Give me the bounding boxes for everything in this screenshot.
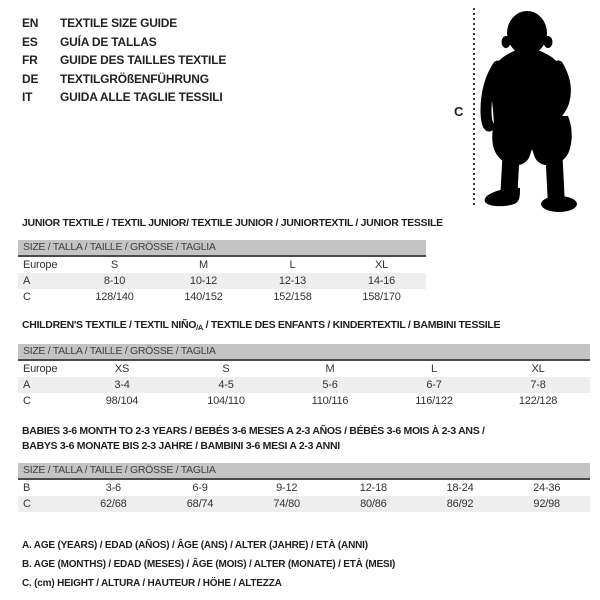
table-title-segment: BABYS 3-6 MONATE BIS 2-3 JAHRE / BAMBINI 3-6 MESI A 2-3 ANNI: [22, 440, 340, 452]
row-label-cell: Europe: [23, 363, 58, 375]
legend-note-line: A. AGE (YEARS) / EDAD (AÑOS) / ÂGE (ANS) / ALTER (JAHRE) / ETÀ (ANNI): [22, 540, 368, 551]
table-title-segment: / TEXTILE DES ENFANTS / KINDERTEXTIL / BAMBINI TESSILE: [203, 319, 501, 331]
value-cell: 10-12: [189, 275, 218, 287]
value-cell: 9-12: [276, 482, 298, 494]
table-title-segment: /A: [196, 323, 204, 332]
value-cell: 80/86: [360, 498, 387, 510]
row-label-cell: C: [23, 498, 31, 510]
language-row: [22, 33, 226, 52]
value-cell: 3-6: [105, 482, 121, 494]
language-code: EN: [22, 16, 39, 30]
value-cell: 158/170: [362, 291, 401, 303]
legend-note-line: C. (cm) HEIGHT / ALTURA / HAUTEUR / HÖHE / ALTEZZA: [22, 578, 282, 589]
language-row: [22, 14, 226, 33]
table-title: [18, 318, 590, 335]
value-cell: XL: [374, 259, 389, 271]
language-code: ES: [22, 34, 38, 49]
value-cell: M: [325, 363, 335, 375]
size-figure: [440, 0, 600, 215]
size-header-bar: [18, 344, 590, 361]
language-row: [22, 70, 226, 89]
size-header-bar: [18, 240, 426, 257]
table-title-line: [22, 439, 590, 454]
row-label-cell: C: [23, 291, 31, 303]
value-cell: 86/92: [446, 498, 474, 510]
babies-textile-table: [18, 424, 590, 512]
value-cell: L: [431, 363, 437, 375]
legend-notes: [22, 536, 395, 593]
table-row: [18, 273, 426, 289]
height-measure-dashed-line: [473, 8, 475, 206]
size-header-label: SIZE / TALLA / TAILLE / GRÖSSE / TAGLIA: [23, 241, 216, 253]
value-cell: 12-18: [359, 482, 387, 494]
table-title: [18, 216, 443, 231]
size-header-label: SIZE / TALLA / TAILLE / GRÖSSE / TAGLIA: [23, 464, 216, 476]
row-label-cell: Europe: [23, 259, 58, 271]
value-cell: 122/128: [518, 395, 558, 407]
value-cell: M: [199, 259, 208, 271]
row-label-cell: A: [23, 275, 31, 287]
language-code: DE: [22, 71, 39, 86]
value-cell: S: [222, 363, 230, 375]
table-title-segment: JUNIOR TEXTILE / TEXTIL JUNIOR/ TEXTILE JUNIOR / JUNIORTEXTIL / JUNIOR TESSILE: [22, 217, 443, 229]
language-row: [22, 51, 226, 70]
language-code: IT: [22, 90, 33, 104]
size-header-label: SIZE / TALLA / TAILLE / GRÖSSE / TAGLIA: [23, 345, 216, 357]
baby-silhouette-icon: [478, 6, 592, 214]
language-label: GUIDE DES TAILLES TEXTILE: [60, 53, 227, 67]
language-code: FR: [22, 53, 38, 67]
value-cell: 116/122: [415, 395, 453, 407]
table-title-line: [22, 216, 443, 231]
table-row: [18, 377, 590, 393]
language-list: [22, 14, 226, 107]
table-title: [18, 424, 590, 454]
row-label-cell: C: [23, 395, 31, 407]
value-cell: 110/116: [311, 395, 349, 407]
value-cell: 92/98: [533, 498, 560, 510]
value-cell: 74/80: [273, 498, 300, 510]
value-cell: XS: [114, 363, 130, 375]
table-row: [18, 496, 590, 512]
value-cell: 128/140: [95, 291, 134, 303]
language-label: GUIDA ALLE TAGLIE TESSILI: [60, 90, 223, 104]
table-row: [18, 361, 590, 377]
value-cell: 14-16: [367, 275, 396, 287]
table-title-line: [22, 424, 590, 439]
value-cell: 152/158: [273, 291, 312, 303]
value-cell: L: [289, 259, 296, 271]
junior-textile-table: [18, 216, 443, 305]
value-cell: 104/110: [207, 395, 245, 407]
language-row: [22, 88, 226, 107]
language-label: GUÍA DE TALLAS: [60, 34, 157, 49]
table-title-segment: BABIES 3-6 MONTH TO 2-3 YEARS / BEBÉS 3-6 MESES A 2-3 AÑOS / BÉBÉS 3-6 MOIS À 2-3 ANS /: [22, 425, 485, 437]
value-cell: XL: [531, 363, 545, 375]
value-cell: 68/74: [186, 498, 214, 510]
value-cell: 98/104: [105, 395, 139, 407]
value-cell: 62/68: [100, 498, 127, 510]
legend-note-line: B. AGE (MONTHS) / EDAD (MESES) / ÂGE (MOIS) / ALTER (MONATE) / ETÀ (MESI): [22, 559, 396, 570]
value-cell: 24-36: [533, 482, 561, 494]
value-cell: 4-5: [218, 379, 234, 391]
value-cell: 6-9: [192, 482, 208, 494]
row-label-cell: B: [23, 482, 31, 494]
childrens-textile-table: [18, 318, 590, 409]
value-cell: 3-4: [114, 379, 130, 391]
table-row: [18, 480, 590, 496]
value-cell: 140/152: [184, 291, 223, 303]
value-cell: 6-7: [426, 379, 442, 391]
row-label-cell: A: [23, 379, 31, 391]
table-row: [18, 257, 426, 273]
value-cell: 5-6: [322, 379, 338, 391]
language-label: TEXTILGRÖßENFÜHRUNG: [60, 71, 209, 86]
language-label: TEXTILE SIZE GUIDE: [60, 16, 178, 30]
value-cell: 18-24: [446, 482, 474, 494]
value-cell: 8-10: [103, 275, 126, 287]
table-row: [18, 289, 426, 305]
table-row: [18, 393, 590, 409]
measure-c-label: C: [454, 104, 464, 119]
value-cell: S: [110, 259, 119, 271]
table-title-line: [22, 318, 590, 335]
table-title-segment: CHILDREN'S TEXTILE / TEXTIL NIÑO: [22, 319, 197, 331]
value-cell: 12-13: [278, 275, 307, 287]
value-cell: 7-8: [530, 379, 546, 391]
size-header-bar: [18, 463, 590, 480]
